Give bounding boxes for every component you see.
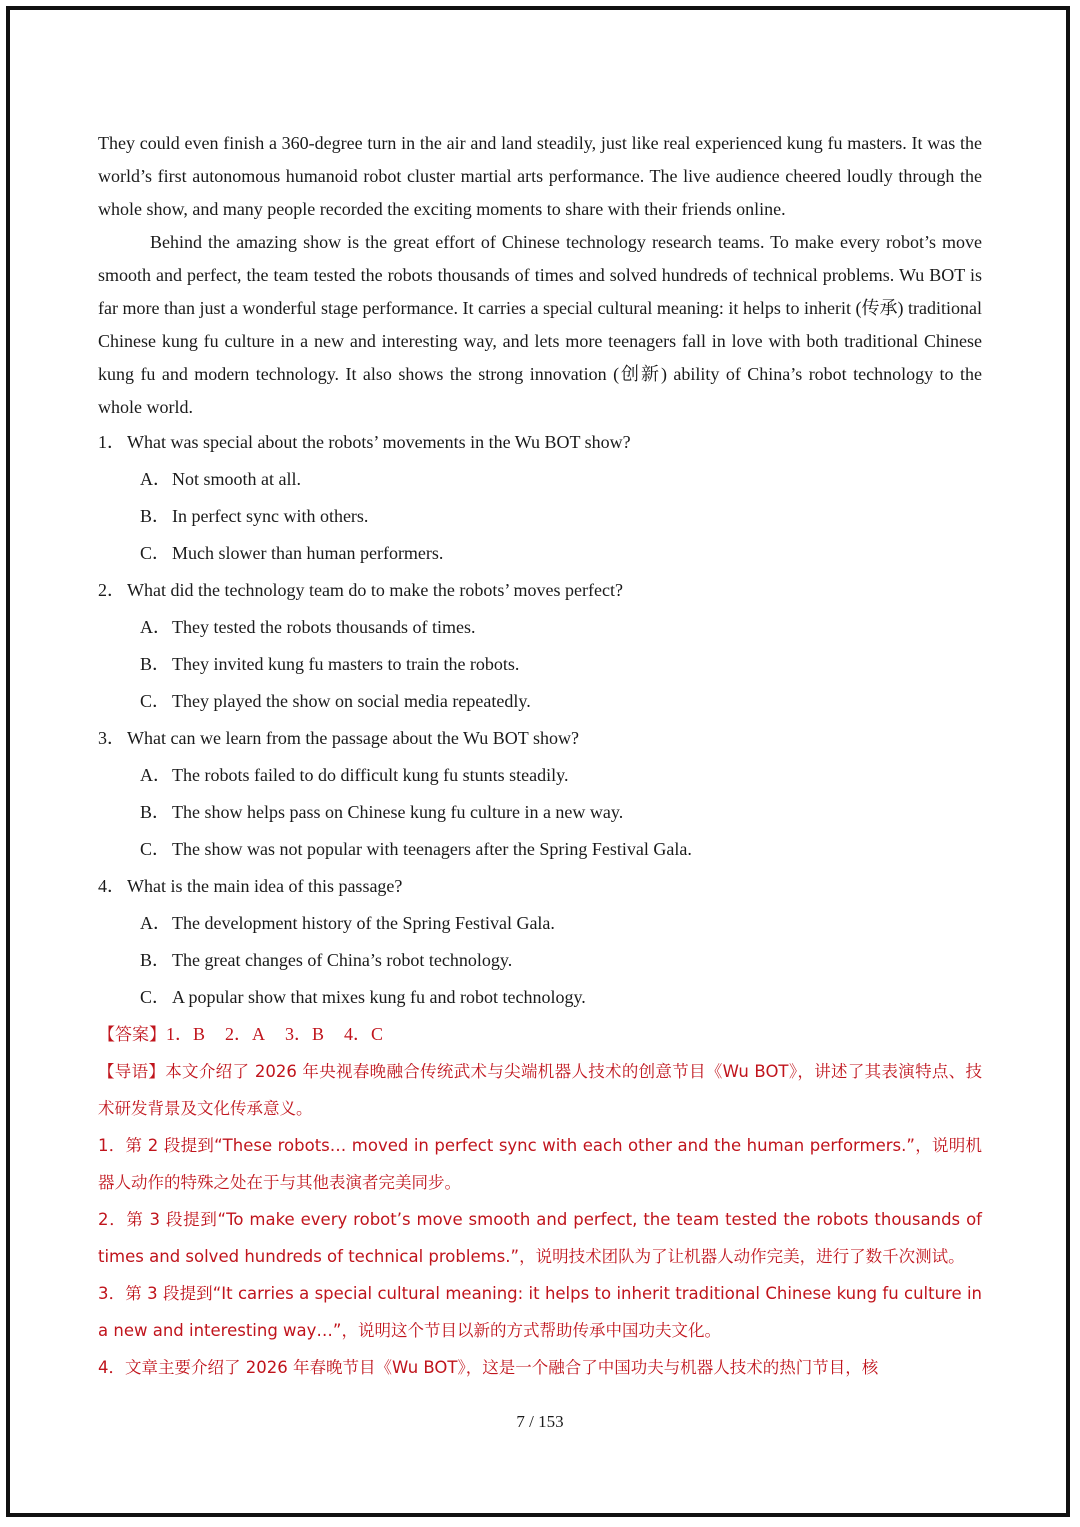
option-letter: A． <box>140 765 171 785</box>
question-3-option-b <box>98 794 982 831</box>
option-text: The development history of the Spring Festival Gala. <box>172 913 555 933</box>
question-number: 2． <box>98 580 125 600</box>
option-text: They played the show on social media repeatedly. <box>172 691 531 711</box>
guide-paragraph <box>98 1053 982 1127</box>
option-letter: A． <box>140 469 171 489</box>
page-content <box>98 127 982 1386</box>
question-2-option-b <box>98 646 982 683</box>
answer-label: 【答案】 <box>98 1025 166 1045</box>
option-letter: C． <box>140 543 171 563</box>
option-text: A popular show that mixes kung fu and robot technology. <box>172 987 586 1007</box>
question-number: 1． <box>98 432 125 452</box>
question-4-option-c <box>98 979 982 1016</box>
option-letter: A． <box>140 617 171 637</box>
guide-text: 本文介绍了 2026 年央视春晚融合传统武术与尖端机器人技术的创意节目《Wu BOT》，讲述了其表演特点、技术研发背景及文化传承意义。 <box>98 1062 982 1118</box>
question-text: What is the main idea of this passage? <box>127 876 403 896</box>
option-letter: A． <box>140 913 171 933</box>
option-text: The great changes of China’s robot technology. <box>172 950 513 970</box>
question-1-option-b <box>98 498 982 535</box>
option-letter: B． <box>140 950 171 970</box>
option-letter: C． <box>140 987 171 1007</box>
option-text: In perfect sync with others. <box>172 506 369 526</box>
option-letter: B． <box>140 802 171 822</box>
passage-paragraph-1: They could even finish a 360-degree turn in the air and land steadily, just like real experienced kung fu masters. It was the world’s first autonomous humanoid robot cluster martial arts performance. The live audience cheered loudly through the whole show, and many people recorded the exciting moments to share with their friends online. <box>98 133 982 219</box>
question-3-option-a <box>98 757 982 794</box>
question-3-option-c <box>98 831 982 868</box>
answer-item: 3．B <box>285 1024 325 1044</box>
question-4-option-a <box>98 905 982 942</box>
explanation-2: 2．第 3 段提到“To make every robot’s move smooth and perfect, the team tested the robots thousands of times and solved hundreds of technical problems.”，说明技术团队为了让机器人动作完美，进行了数千次测试。 <box>98 1210 982 1266</box>
question-1 <box>98 424 982 461</box>
question-3 <box>98 720 982 757</box>
answer-key <box>98 1016 982 1053</box>
explanation-3: 3．第 3 段提到“It carries a special cultural meaning: it helps to inherit traditional Chinese kung fu culture in a new and interesting way…”，说明这个节目以新的方式帮助传承中国功夫文化。 <box>98 1284 982 1340</box>
option-letter: C． <box>140 691 171 711</box>
answer-item: 2．A <box>225 1024 266 1044</box>
question-2-option-c <box>98 683 982 720</box>
question-1-option-a <box>98 461 982 498</box>
question-text: What did the technology team do to make the robots’ moves perfect? <box>127 580 624 600</box>
option-text: Much slower than human performers. <box>172 543 444 563</box>
explanation-1: 1．第 2 段提到“These robots… moved in perfect sync with each other and the human performers.”，说明机器人动作的特殊之处在于与其他表演者完美同步。 <box>98 1136 982 1192</box>
question-4 <box>98 868 982 905</box>
option-text: Not smooth at all. <box>172 469 301 489</box>
question-text: What can we learn from the passage about the Wu BOT show? <box>127 728 579 748</box>
option-letter: B． <box>140 654 171 674</box>
question-4-option-b <box>98 942 982 979</box>
question-1-option-c <box>98 535 982 572</box>
option-text: The show was not popular with teenagers after the Spring Festival Gala. <box>172 839 692 859</box>
passage-paragraph-2: Behind the amazing show is the great effort of Chinese technology research teams. To make every robot’s move smooth and perfect, the team tested the robots thousands of times and solved hundreds of technical problems. Wu BOT is far more than just a wonderful stage performance. It carries a special cultural meaning: it helps to inherit (传承) traditional Chinese kung fu culture in a new and interesting way, and lets more teenagers fall in love with both traditional Chinese kung fu and modern technology. It also shows the strong innovation (创新) ability of China’s robot technology to the whole world. <box>98 232 982 417</box>
question-2 <box>98 572 982 609</box>
option-text: The robots failed to do difficult kung fu stunts steadily. <box>172 765 569 785</box>
explanation-4: 4．文章主要介绍了 2026 年春晚节目《Wu BOT》，这是一个融合了中国功夫与机器人技术的热门节目，核 <box>98 1358 879 1377</box>
option-text: The show helps pass on Chinese kung fu culture in a new way. <box>172 802 624 822</box>
answer-item: 1．B <box>166 1024 206 1044</box>
option-letter: B． <box>140 506 171 526</box>
option-letter: C． <box>140 839 171 859</box>
guide-label: 【导语】 <box>98 1062 166 1081</box>
answer-item: 4．C <box>344 1024 384 1044</box>
option-text: They invited kung fu masters to train the robots. <box>172 654 520 674</box>
question-text: What was special about the robots’ movements in the Wu BOT show? <box>127 432 631 452</box>
question-number: 3． <box>98 728 125 748</box>
question-number: 4． <box>98 876 125 896</box>
page-number: 7 / 153 <box>516 1412 564 1431</box>
question-2-option-a <box>98 609 982 646</box>
option-text: They tested the robots thousands of times. <box>172 617 476 637</box>
